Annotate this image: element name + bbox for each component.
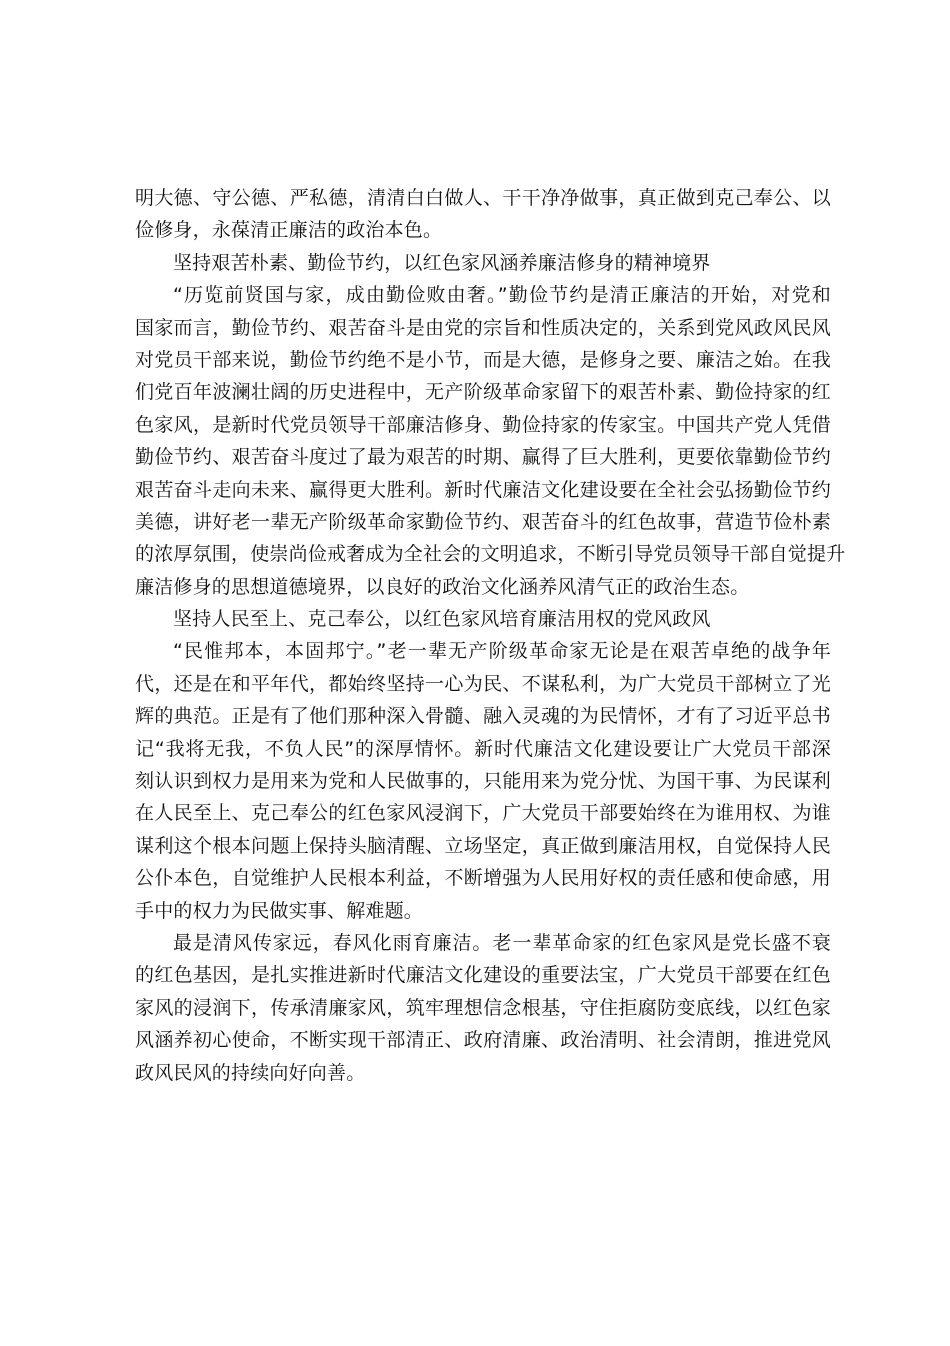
text-line: 最是清风传家远，春风化雨育廉洁。老一辈革命家的红色家风是党长盛不衰 bbox=[173, 931, 831, 954]
text-line: “民惟邦本，本固邦宁。”老一辈无产阶级革命家无论是在艰苦卓绝的战争年 bbox=[173, 640, 831, 663]
text-line: 家风的浸润下，传承清廉家风，筑牢理想信念根基，守住拒腐防变底线，以红色家 bbox=[135, 996, 831, 1019]
text-line: 刻认识到权力是用来为党和人民做事的，只能用来为党分忧、为国干事、为民谋利 bbox=[135, 770, 831, 793]
text-line: 勤俭节约、艰苦奋斗度过了最为艰苦的时期、赢得了巨大胜利，更要依靠勤俭节约 bbox=[135, 446, 831, 469]
text-line: 记“我将无我，不负人民”的深厚情怀。新时代廉洁文化建设要让广大党员干部深 bbox=[135, 737, 831, 760]
text-line: 对党员干部来说，勤俭节约绝不是小节，而是大德，是修身之要、廉洁之始。在我 bbox=[135, 348, 831, 371]
text-line: 的浓厚氛围，使崇尚俭戒奢成为全社会的文明追求，不断引导党员领导干部自觉提升 bbox=[135, 543, 846, 566]
text-line: 在人民至上、克己奉公的红色家风浸润下，广大党员干部要始终在为谁用权、为谁 bbox=[135, 802, 831, 825]
text-line: 廉洁修身的思想道德境界，以良好的政治文化涵养风清气正的政治生态。 bbox=[135, 575, 750, 598]
text-line: 色家风，是新时代党员领导干部廉洁修身、勤俭持家的传家宝。中国共产党人凭借 bbox=[135, 413, 831, 436]
document-body bbox=[135, 182, 846, 1089]
text-line: 手中的权力为民做实事、解难题。 bbox=[135, 899, 424, 922]
text-line: 的红色基因，是扎实推进新时代廉洁文化建设的重要法宝，广大党员干部要在红色 bbox=[135, 964, 831, 987]
text-line: 代，还是在和平年代，都始终坚持一心为民、不谋私利，为广大党员干部树立了光 bbox=[135, 672, 831, 695]
text-line: 辉的典范。正是有了他们那种深入骨髓、融入灵魂的为民情怀，才有了习近平总书 bbox=[135, 705, 831, 728]
text-line: 美德，讲好老一辈无产阶级革命家勤俭节约、艰苦奋斗的红色故事，营造节俭朴素 bbox=[135, 510, 831, 533]
text-line: 明大德、守公德、严私德，清清白白做人、干干净净做事，真正做到克己奉公、以 bbox=[135, 187, 831, 209]
text-line: 艰苦奋斗走向未来、赢得更大胜利。新时代廉洁文化建设要在全社会弘扬勤俭节约 bbox=[135, 478, 831, 501]
text-line: 谋利这个根本问题上保持头脑清醒、立场坚定，真正做到廉洁用权，自觉保持人民 bbox=[135, 834, 831, 857]
text-line: 政风民风的持续向好向善。 bbox=[135, 1061, 366, 1084]
text-line: 国家而言，勤俭节约、艰苦奋斗是由党的宗旨和性质决定的，关系到党风政风民风 bbox=[135, 316, 831, 339]
text-line: 公仆本色，自觉维护人民根本利益，不断增强为人民用好权的责任感和使命感，用 bbox=[135, 867, 831, 890]
text-line: 风涵养初心使命，不断实现干部清正、政府清廉、政治清明、社会清朗，推进党风 bbox=[135, 1029, 831, 1052]
text-line: “历览前贤国与家，成由勤俭败由奢。”勤俭节约是清正廉洁的开始，对党和 bbox=[173, 284, 831, 307]
section-heading: 坚持艰苦朴素、勤俭节约，以红色家风涵养廉洁修身的精神境界 bbox=[173, 251, 711, 274]
text-line: 们党百年波澜壮阔的历史进程中，无产阶级革命家留下的艰苦朴素、勤俭持家的红 bbox=[135, 381, 831, 404]
section-heading: 坚持人民至上、克己奉公，以红色家风培育廉洁用权的党风政风 bbox=[173, 608, 711, 631]
text-line: 俭修身，永葆清正廉洁的政治本色。 bbox=[135, 219, 443, 242]
